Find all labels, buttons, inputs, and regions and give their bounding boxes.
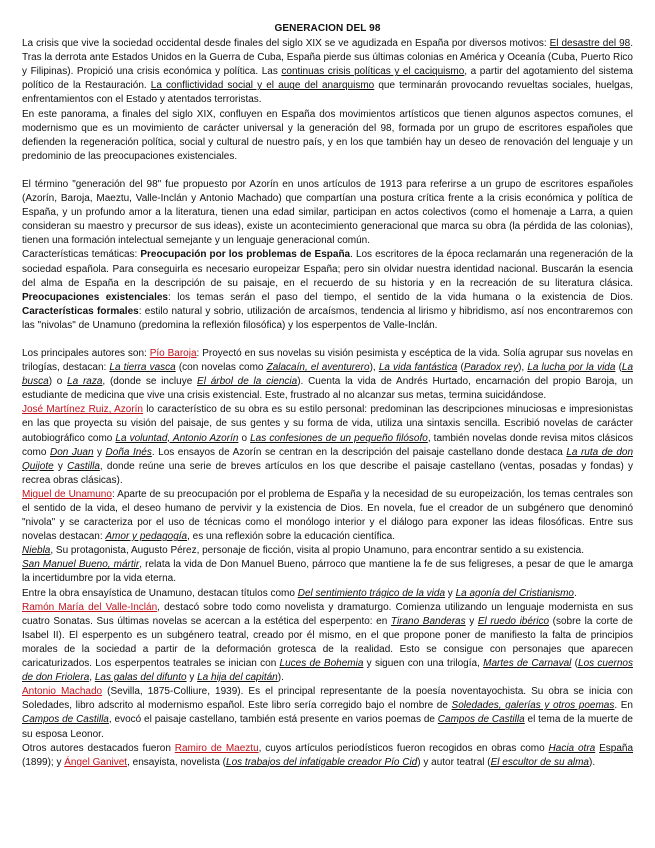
- paragraph: [22, 347, 633, 403]
- work-title-link[interactable]: La busca: [22, 362, 634, 388]
- work-title-link[interactable]: Amor y pedagogía: [105, 531, 188, 543]
- work-title-link[interactable]: El ruedo ibérico: [477, 615, 550, 627]
- text-run: La crisis que vive la sociedad occidental desde finales del siglo XIX se ve agudizada en España por diversos motivos:: [22, 38, 550, 50]
- work-title-link[interactable]: La raza: [67, 376, 103, 388]
- work-title-link[interactable]: Soledades, galerías y otros poemas: [451, 700, 615, 712]
- text-run: . Tras la derrota ante Estados Unidos en la Guerra de Cuba, España pierde sus últimas colonias en América y Oceanía (Cuba, Puerto Rico y Filipinas). Propició una crisis económica y política. Las: [22, 38, 633, 78]
- text-run: . Los ensayos de Azorín se centran en la descripción del paisaje castellano donde destaca: [151, 446, 567, 458]
- text-run: ).: [277, 672, 284, 684]
- work-title-link[interactable]: Campos de Castilla: [22, 714, 109, 726]
- text-run: , a partir del agotamiento del sistema político de la Restauración.: [22, 66, 633, 92]
- text-run: ).: [589, 756, 596, 768]
- paragraph: [22, 544, 633, 558]
- text-run: (1899); y: [22, 756, 65, 768]
- document-title: GENERACION DEL 98: [274, 23, 381, 34]
- paragraph-spacer: [22, 333, 633, 347]
- text-run: El término "generación del 98" fue propuesto por Azorín en unos artículos de 1913 para referirse a un grupo de escritores españoles (Azorín, Baroja, Maeztu, Valle-Inclán y Antonio Machado) que compartían una postura crítica frente a la crisis económica y política de España, y un profundo amor a la literatura, tienen una edad similar, participan en actos colectivos (como el homenaje a Larra, a quien consideran su maestro y precursor de sus ideas), existe un acontecimiento generacional que marca su obra (la pérdida de las colonias), tienen una formación intelectual semejante y un lenguaje generacional común.: [22, 178, 633, 247]
- work-title-link[interactable]: Del sentimiento trágico de la vida: [297, 587, 446, 599]
- work-title-link[interactable]: Luces de Bohemia: [279, 658, 364, 670]
- paragraph: [22, 601, 633, 686]
- text-run: Los principales autores son:: [22, 347, 150, 359]
- underlined-text: La conflictividad social y el auge del anarquismo: [150, 80, 375, 92]
- work-title-link[interactable]: El árbol de la ciencia: [197, 376, 298, 388]
- text-run: (con novelas como: [175, 362, 267, 374]
- text-run: (: [615, 362, 622, 374]
- work-title-link[interactable]: Las galas del difunto: [94, 672, 187, 684]
- text-run: ) y autor teatral (: [417, 756, 491, 768]
- text-run: En este panorama, a finales del siglo XIX, confluyen en España dos movimientos artísticos que tienen algunos aspectos comunes, el modernismo que es un movimiento de carácter universal y la generación del 98, formada por un grupo de escritores españoles que defienden la regeneración política, social y cultural de nuestro país, y en los que también hay un deseo de renovación del lenguaje y un predominio de las preocupaciones existenciales.: [22, 108, 633, 162]
- text-run: , donde reúne una serie de breves artículos en los que describe el paisaje castellano (ventas, posadas y fondas) y recrea obras clásicas).: [22, 460, 633, 486]
- text-run: : Aparte de su preocupación por el problema de España y la necesidad de su europeización, los temas centrales son el sentido de la vida, el deseo humano de pervivir y la existencia de Dios. En novela, fue el creador de un subgénero que denominó "nivola" y se caracteriza por el uso de técnicas como el monólogo interior y el diálogo para exponer las ideas filosóficas. Entre sus novelas destacan:: [22, 488, 633, 543]
- author-name-link[interactable]: Pío Baroja: [149, 347, 197, 359]
- work-title-link[interactable]: Martes de Carnaval: [483, 658, 572, 670]
- text-run: que terminarán provocando revueltas sociales, huelgas, enfrentamientos con el Estado y atentados terroristas.: [22, 80, 634, 106]
- paragraph: [22, 248, 633, 333]
- work-title-link[interactable]: Campos de Castilla: [437, 714, 525, 726]
- text-run: , relata la vida de Don Manuel Bueno, párroco que mantiene la fe de sus feligreses, a pesar de que le amarga la incertidumbre por la vida eterna.: [22, 559, 634, 585]
- text-run: ),: [518, 362, 528, 374]
- text-run: y: [445, 587, 456, 599]
- work-title-link[interactable]: Los cuernos de don Friolera: [22, 658, 633, 684]
- author-name-link[interactable]: Miguel de Unamuno: [22, 488, 112, 500]
- text-run: Entre la obra ensayística de Unamuno, destacan títulos como: [22, 587, 298, 599]
- text-run: : Proyectó en sus novelas su visión pesimista y escéptica de la vida. Solía agrupar sus novelas en trilogías, destacan:: [22, 347, 633, 374]
- work-title-link[interactable]: Niebla: [22, 545, 51, 557]
- underlined-text: El desastre del 98: [549, 38, 631, 50]
- work-title-link[interactable]: San Manuel Bueno, mártir: [22, 559, 140, 571]
- text-run: lo característico de su obra es su estilo personal: predominan las descripciones minuciosas e impresionistas en las que proyecta su visión del paisaje, de sus gentes y su forma de vida, utiliza una sintaxis sencilla. Escribió novelas de carácter autobiográfico como: [22, 404, 633, 444]
- text-run: , evocó el paisaje castellano, también está presente en varios poemas de: [108, 714, 438, 726]
- text-run: : los temas serán el paso del tiempo, el sentido de la vida humana o la existencia de Dios.: [168, 291, 634, 303]
- work-title-link[interactable]: La agonía del Cristianismo: [455, 587, 574, 599]
- work-title-link[interactable]: La lucha por la vida: [527, 362, 616, 374]
- text-run: y: [53, 460, 68, 472]
- text-run: ). Cuenta la vida de Andrés Hurtado, encarnación del propio Baroja, un estudiante de medicina que vive una crisis existencial. Este, frustrado al no alcanzar sus metas, termina suicidándose.: [22, 376, 634, 402]
- work-title-link[interactable]: Zalacaín, el aventurero: [266, 362, 370, 374]
- paragraph: [22, 742, 633, 770]
- text-run: y: [465, 615, 478, 627]
- work-title-link[interactable]: Hacia otra: [548, 742, 596, 754]
- work-title-link[interactable]: La vida fantástica: [378, 362, 458, 374]
- bold-heading-text: Preocupación por los problemas de España: [140, 249, 351, 261]
- text-run: , cuyos artículos periodísticos fueron recogidos en obras como: [258, 742, 549, 754]
- text-run: .: [574, 587, 577, 599]
- bold-heading-text: Preocupaciones existenciales: [22, 291, 168, 303]
- text-run: y siguen con una trilogía,: [363, 658, 484, 670]
- text-run: : estilo natural y sobrio, utilización de arcaísmos, tendencia al lirismo y hibridismo, así nos encontraremos con las "nivolas" de Unamuno (predomina la reflexión filosófica) y los esperpentos de Valle-Inclán.: [22, 305, 633, 331]
- paragraph: [22, 108, 633, 164]
- text-run: (: [571, 658, 579, 670]
- author-name-link[interactable]: José Martínez Ruiz, Azorín: [22, 404, 143, 416]
- work-title-link[interactable]: Castilla: [67, 460, 100, 472]
- text-run: , Su protagonista, Augusto Pérez, personaje de ficción, visita al propio Unamuno, para encontrar sentido a su existencia.: [50, 545, 585, 557]
- work-title-link[interactable]: El escultor de su alma: [490, 756, 589, 768]
- text-run: , ensayista, novelista (: [127, 756, 227, 768]
- author-name-link[interactable]: Ángel Ganivet: [64, 756, 128, 768]
- underlined-text: España: [599, 742, 634, 754]
- text-run: Características temáticas:: [22, 249, 141, 261]
- work-title-link[interactable]: Paradox rey: [463, 362, 519, 374]
- author-name-link[interactable]: Ramiro de Maeztu: [174, 742, 259, 754]
- work-title-link[interactable]: Las confesiones de un pequeño filósofo: [250, 432, 428, 444]
- bold-heading-text: Características formales: [22, 305, 139, 317]
- paragraph: [22, 587, 633, 601]
- text-run: . En: [614, 700, 633, 712]
- paragraph: [22, 488, 633, 544]
- work-title-link[interactable]: Tirano Banderas: [390, 615, 466, 627]
- text-run: y: [93, 446, 106, 458]
- text-run: (sobre la corte de Isabel II). El esperpento es un subgénero teatral, creado por él mismo, en el que propone poner de manifiesto la falta de principios morales de la sociedad a partir de la deformación grotesca de la realidad. Esto se consigue con personajes que aparecen caricaturizados. Los esperpentos teatrales se inician con: [22, 615, 633, 670]
- text-run: el tema de la muerte de su esposa Leonor.: [22, 714, 633, 740]
- work-title-link[interactable]: La voluntad, Antonio Azorín: [115, 432, 239, 444]
- text-run: . Los escritores de la época reclamarán una regeneración de la sociedad española. Para conseguirla es necesario europeizar España; pero sin olvidar nuestra identidad nacional. Buscarán la esencia del alma de España en la descripción de su paisaje, en el recuerdo de su historia y en la recreación de su literatura clásica.: [22, 249, 633, 289]
- author-name-link[interactable]: Antonio Machado: [22, 686, 103, 698]
- work-title-link[interactable]: Los trabajos del infatigable creador Pío Cid: [226, 756, 418, 768]
- work-title-link[interactable]: La tierra vasca: [109, 362, 176, 374]
- text-run: (Sevilla, 1875-Colliure, 1939). Es el principal representante de la poesía noventayochista. Su obra se inicia con Soledades, libro adscrito al modernismo español. Este libro sería corregido bajo el nombre de: [22, 686, 633, 712]
- underlined-text: continuas crisis políticas y el caciquismo: [281, 66, 465, 78]
- text-run: y: [186, 672, 198, 684]
- paragraph: [22, 685, 633, 741]
- author-name-link[interactable]: Ramón María del Valle-Inclán: [22, 601, 158, 613]
- document-body: [22, 37, 633, 770]
- text-run: Otros autores destacados fueron: [22, 742, 175, 754]
- paragraph-spacer: [22, 164, 633, 178]
- work-title-link[interactable]: Doña Inés: [105, 446, 152, 458]
- text-run: (: [457, 362, 464, 374]
- text-run: o: [238, 432, 251, 444]
- paragraph: [22, 558, 633, 586]
- text-run: ) o: [48, 376, 68, 388]
- text-run: , (donde se incluye: [102, 376, 198, 388]
- paragraph: [22, 37, 633, 107]
- text-run: , también novelas donde revisa mitos clásicos como: [22, 432, 634, 458]
- work-title-link[interactable]: La ruta de don Quijote: [22, 446, 634, 472]
- text-run: ),: [369, 362, 379, 374]
- text-run: , es una reflexión sobre la educación científica.: [187, 531, 396, 543]
- text-run: , destacó sobre todo como novelista y dramaturgo. Comienza utilizando un lenguaje modernista en sus cuatro Sonatas. Sus últimas novelas se acercan a la estética del esperpento: en: [22, 601, 633, 627]
- text-run: ,: [89, 672, 95, 684]
- paragraph: [22, 403, 633, 488]
- work-title-link[interactable]: Don Juan: [49, 446, 94, 458]
- paragraph: [22, 178, 633, 248]
- work-title-link[interactable]: La hija del capitán: [197, 672, 278, 684]
